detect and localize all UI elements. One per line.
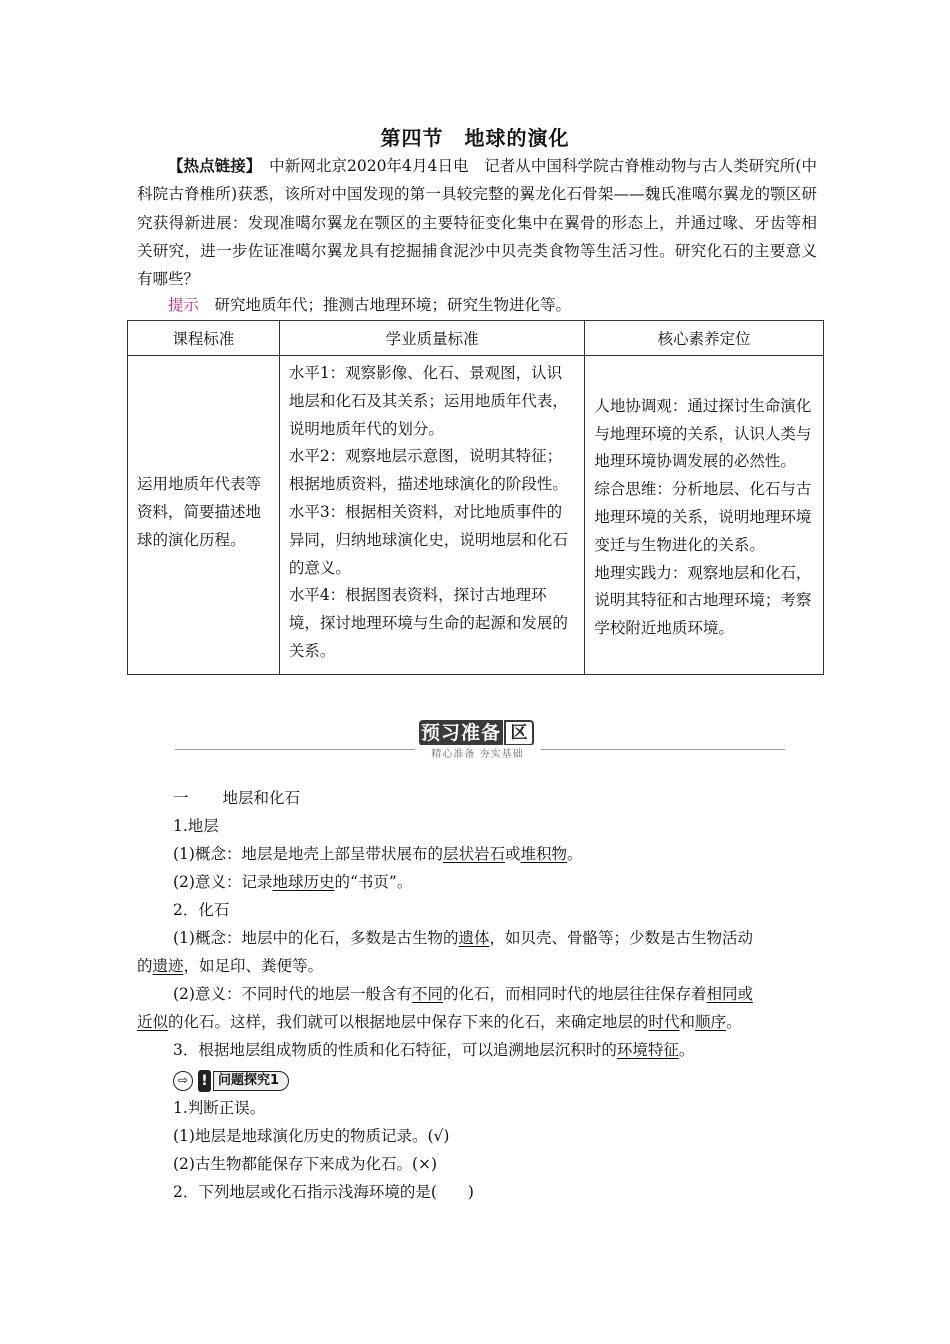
table-row	[128, 356, 824, 675]
hint-text: 研究地质年代；推测古地理环境；研究生物进化等。	[199, 296, 572, 314]
section-heading-text: 地层和化石	[222, 789, 301, 807]
banner-title: 预习准备	[420, 722, 501, 744]
answer-different: 不同	[411, 985, 443, 1003]
hotspot-label: 【热点链接】	[168, 157, 254, 175]
text-segment: 的“书页”。	[334, 873, 413, 891]
section-heading	[173, 784, 863, 812]
literacy-3-text: 地理实践力：观察地层和化石，说明其特征和古地理环境；考察学校附近地质环境。	[594, 563, 812, 638]
preview-section-banner	[175, 716, 785, 764]
answer-deposits: 堆积物	[520, 845, 568, 863]
standards-table	[127, 320, 824, 675]
answer-environment-features: 环境特征	[616, 1041, 679, 1059]
fossil-significance-line-2	[137, 1008, 827, 1036]
hint-label: 提示	[168, 296, 200, 314]
fossil-subheading: 2．化石	[173, 901, 230, 919]
answer-remains: 遗体	[458, 929, 490, 947]
strata-subheading: 1.地层	[173, 817, 219, 835]
text-segment: 。	[678, 1041, 695, 1059]
strata-significance	[173, 868, 863, 896]
answer-traces: 遗迹	[152, 957, 184, 975]
page-title: 第四节 地球的演化	[380, 126, 570, 150]
core-literacy-cell	[585, 356, 824, 675]
text-segment: 或	[504, 845, 521, 863]
section-heading-number: 一	[173, 789, 189, 807]
level-1-text: 水平1：观察影像、化石、景观图，认识地层和化石及其关系；运用地质年代表，说明地质年代的划分。	[288, 364, 568, 438]
question-1-1: (1)地层是地球演化历史的物质记录。(√)	[173, 1127, 450, 1145]
header-quality-standard: 学业质量标准	[279, 321, 585, 356]
answer-order: 顺序	[695, 1013, 727, 1031]
level-2-text: 水平2：观察地层示意图，说明其特征；根据地质资料，描述地球演化的阶段性。	[288, 447, 568, 494]
explore-label: 问题探究1	[213, 1071, 289, 1091]
text-segment: (1)概念：地层是地壳上部呈带状展布的	[173, 845, 443, 863]
level-4-text: 水平4：根据图表资料，探讨古地理环境，探讨地理环境与生命的起源和发展的关系。	[288, 586, 568, 660]
banner-divider-right	[541, 749, 785, 750]
text-segment: (2)意义：不同时代的地层一般含有	[173, 985, 412, 1003]
banner-divider-left	[175, 749, 415, 750]
hotspot-text: 中新网北京2020年4月4日电 记者从中国科学院古脊椎动物与古人类研究所(中科院古脊椎所)获悉，该所对中国发现的第一具较完整的翼龙化石骨架——魏氏准噶尔翼龙的颚区研究获得新进展：发现准噶尔翼龙在颚区的主要特征变化集中在翼骨的形态上，并通过喙、牙齿等相关研究，进一步佐证准噶尔翼龙具有挖掘捕食泥沙中贝壳类食物等生活习性。研究化石的主要意义有哪些？	[137, 157, 817, 289]
text-segment: 的化石，而相同时代的地层往往保存着	[442, 985, 707, 1003]
text-segment: 。	[726, 1013, 742, 1031]
question-2: 2．下列地层或化石指示浅海环境的是( )	[173, 1183, 474, 1201]
table-header-row	[128, 321, 824, 356]
environment-trace-line	[173, 1036, 863, 1064]
text-segment: (1)概念：地层中的化石，多数是古生物的	[173, 929, 459, 947]
strata-concept	[173, 840, 863, 868]
fossil-concept-line-2	[137, 952, 827, 980]
literacy-2-text: 综合思维：分析地层、化石与古地理环境的关系，说明地理环境变迁与生物进化的关系。	[594, 480, 812, 554]
text-segment: (2)意义：记录	[173, 873, 273, 891]
header-core-literacy: 核心素养定位	[585, 321, 824, 356]
quality-standard-cell	[279, 356, 585, 675]
text-segment: 和	[679, 1013, 696, 1031]
text-segment: 。	[567, 845, 583, 863]
text-segment: 3．根据地层组成物质的性质和化石特征，可以追溯地层沉积时的	[173, 1041, 617, 1059]
question-1: 1.判断正误。	[173, 1099, 266, 1117]
text-segment: ，如贝壳、骨骼等；少数是古生物活动	[489, 929, 753, 947]
banner-subtitle: 精心准备 夯实基础	[415, 745, 540, 760]
fossil-concept-line-1	[173, 924, 863, 952]
text-segment: ，如足印、粪便等。	[183, 957, 324, 975]
fossil-significance-line-1	[173, 980, 863, 1008]
curriculum-standard-cell: 运用地质年代表等资料，简要描述地球的演化历程。	[128, 356, 280, 675]
question-1-2: (2)古生物都能保存下来成为化石。(×)	[173, 1155, 438, 1173]
hint-paragraph	[137, 291, 817, 319]
header-curriculum-standard: 课程标准	[128, 321, 280, 356]
answer-same-or: 相同或	[706, 985, 754, 1003]
literacy-1-text: 人地协调观：通过探讨生命演化与地理环境的关系，认识人类与地理环境协调发展的必然性。	[594, 396, 812, 471]
answer-layered-rock: 层状岩石	[442, 845, 505, 863]
exclamation-icon: !	[198, 1070, 211, 1092]
answer-earth-history: 地球历史	[272, 873, 335, 891]
answer-similar: 近似	[137, 1013, 169, 1031]
banner-suffix: 区	[504, 720, 534, 746]
answer-age: 时代	[648, 1013, 680, 1031]
hotspot-paragraph	[137, 152, 817, 293]
level-3-text: 水平3：根据相关资料，对比地质事件的异同，归纳地球演化史，说明地层和化石的意义。	[288, 502, 568, 577]
text-segment: 的化石。这样，我们就可以根据地层中保存下来的化石，来确定地层的	[168, 1013, 649, 1031]
arrow-right-icon: ⇨	[173, 1071, 193, 1091]
text-segment: 的	[137, 957, 153, 975]
